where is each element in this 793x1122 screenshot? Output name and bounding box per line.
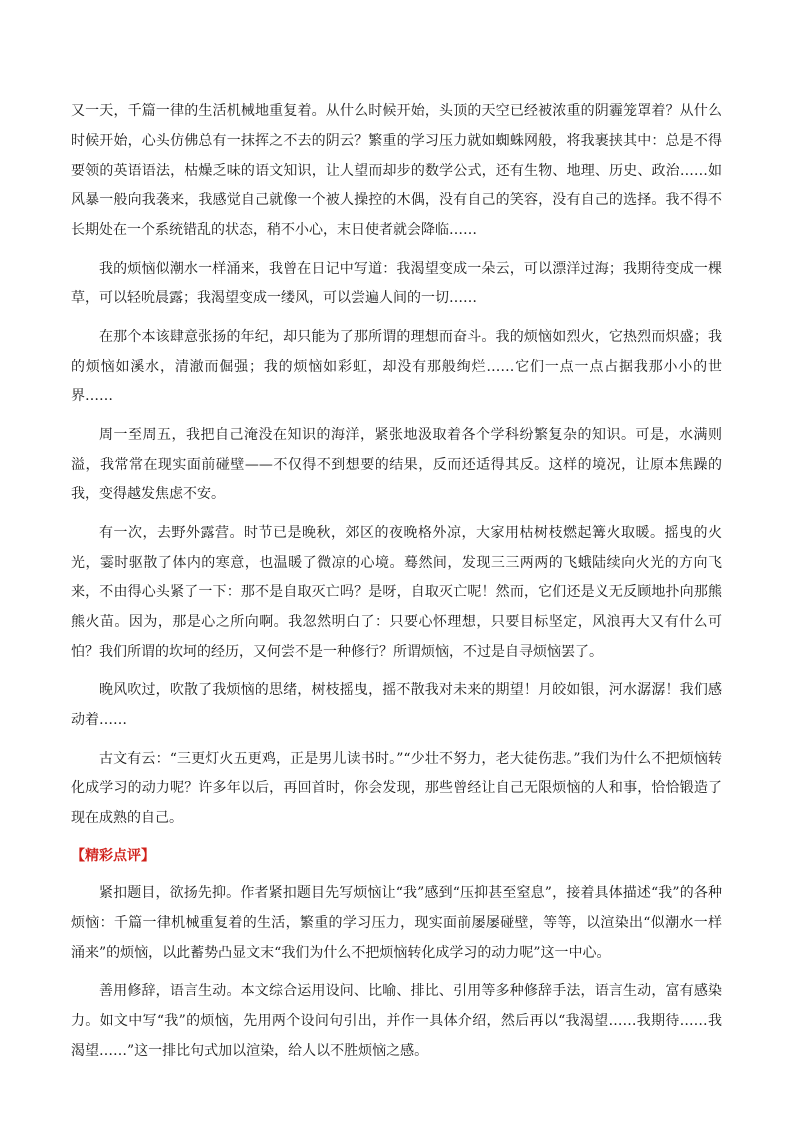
essay-paragraph-4: 周一至周五，我把自己淹没在知识的海洋，紧张地汲取着各个学科纷繁复杂的知识。可是，水满则溢，我常常在现实面前碰壁——不仅得不到想要的结果，反而还适得其反。这样的境况，让原本焦躁的我，变得越发焦虑不安。 — [71, 426, 722, 503]
review-title: 【精彩点评】 — [71, 848, 155, 865]
essay-paragraph-6: 晚风吹过，吹散了我烦恼的思绪，树枝摇曳，摇不散我对未来的期望！月皎如银，河水潺潺！我们感动着…… — [71, 682, 722, 729]
review-paragraph-1: 紧扣题目，欲扬先抑。作者紧扣题目先写烦恼让“我”感到“压抑甚至窒息”，接着具体描述“我”的各种烦恼：千篇一律机械重复着的生活，繁重的学习压力，现实面前屡屡碰壁，等等，以渲染出“似潮水一样涌来”的烦恼，以此蓄势凸显文末“我们为什么不把烦恼转化成学习的动力呢”这一中心。 — [71, 885, 722, 961]
essay-paragraph-5: 有一次，去野外露营。时节已是晚秋，郊区的夜晚格外凉，大家用枯树枝燃起篝火取暖。摇曳的火光，霎时驱散了体内的寒意，也温暖了微凉的心境。蓦然间，发现三三两两的飞蛾陆续向火光的方向飞来，不由得心头紧了一下：那不是自取灭亡吗？是呀，自取灭亡呢！然而，它们还是义无反顾地扑向那熊熊火苗。因为，那是心之所向啊。我忽然明白了：只要心怀理想，只要目标坚定，风浪再大又有什么可怕？我们所谓的坎坷的经历，又何尝不是一种修行？所谓烦恼，不过是自寻烦恼罢了。 — [71, 524, 722, 660]
essay-paragraph-2: 我的烦恼似潮水一样涌来，我曾在日记中写道：我渴望变成一朵云，可以漂洋过海；我期待变成一棵草，可以轻吮晨露；我渴望变成一缕风，可以尝遍人间的一切…… — [71, 260, 722, 307]
review-section — [71, 842, 722, 1066]
review-paragraph-2: 善用修辞，语言生动。本文综合运用设问、比喻、排比、引用等多种修辞手法，语言生动，富有感染力。如文中写“我”的烦恼，先用两个设问句引出，并作一具体介绍，然后再以“我渴望……我期待……我渴望……”这一排比句式加以渲染，给人以不胜烦恼之感。 — [71, 983, 722, 1059]
essay-paragraph-1: 又一天，千篇一律的生活机械地重复着。从什么时候开始，头顶的天空已经被浓重的阴霾笼罩着？从什么时候开始，心头仿佛总有一抹挥之不去的阴云？繁重的学习压力就如蜘蛛网般，将我裹挟其中：总是不得要领的英语语法，枯燥乏味的语文知识，让人望而却步的数学公式，还有生物、地理、历史、政治……如风暴一般向我袭来，我感觉自己就像一个被人操控的木偶，没有自己的笑容，没有自己的选择。我不得不长期处在一个系统错乱的状态，稍不小心，末日使者就会降临…… — [71, 103, 722, 239]
document-page — [71, 97, 722, 1075]
essay-paragraph-3: 在那个本该肆意张扬的年纪，却只能为了那所谓的理想而奋斗。我的烦恼如烈火，它热烈而炽盛；我的烦恼如溪水，清澈而倔强；我的烦恼如彩虹，却没有那般绚烂……它们一点一点占据我那小小的世界…… — [71, 328, 722, 405]
essay-paragraph-7: 古文有云：“三更灯火五更鸡，正是男儿读书时。”“少壮不努力，老大徒伤悲。”我们为什么不把烦恼转化成学习的动力呢？许多年以后，再回首时，你会发现，那些曾经让自己无限烦恼的人和事，恰恰锻造了现在成熟的自己。 — [71, 750, 722, 827]
essay-body — [71, 97, 722, 834]
